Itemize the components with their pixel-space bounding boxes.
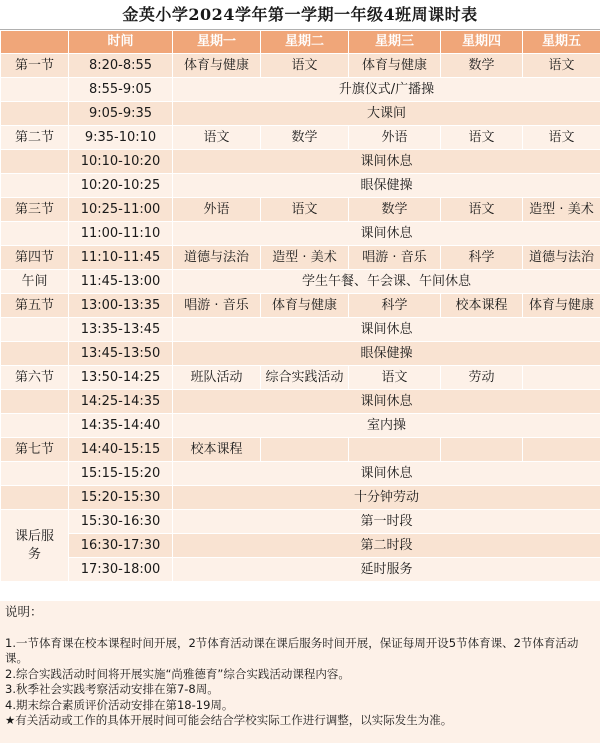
time-cell: 9:05-9:35 [69,102,173,126]
section-cell [1,390,69,414]
activity-cell: 课间休息 [173,150,600,174]
lesson-cell: 道德与法治 [523,246,600,270]
section-cell [1,222,69,246]
lesson-cell: 外语 [349,126,441,150]
lesson-cell: 造型 · 美术 [261,246,349,270]
lesson-cell: 校本课程 [173,438,261,462]
note-item: 3.秋季社会实践考察活动安排在第7-8周。 [5,682,219,696]
section-cell [1,318,69,342]
header-cell: 星期四 [441,31,523,54]
section-cell: 课后服务 [1,510,69,582]
table-row [1,414,600,438]
activity-cell: 课间休息 [173,222,600,246]
lesson-cell: 体育与健康 [173,54,261,78]
lesson-cell: 科学 [441,246,523,270]
time-cell: 14:40-15:15 [69,438,173,462]
section-cell [1,462,69,486]
note-item: 1.一节体育课在校本课程时间开展，2节体育活动课在课后服务时间开展，保证每周开设5节体育课、2节体育活动课。 [5,635,579,665]
section-cell: 第一节 [1,54,69,78]
section-cell: 第三节 [1,198,69,222]
activity-cell: 大课间 [173,102,600,126]
lesson-cell: 体育与健康 [261,294,349,318]
time-cell: 13:50-14:25 [69,366,173,390]
lesson-cell: 数学 [349,198,441,222]
lesson-cell: 体育与健康 [523,294,600,318]
lesson-cell: 班队活动 [173,366,261,390]
notes-panel [0,601,600,743]
activity-cell: 眼保健操 [173,174,600,198]
section-cell [1,78,69,102]
time-cell: 15:15-15:20 [69,462,173,486]
lesson-cell: 语文 [173,126,261,150]
lesson-cell: 劳动 [441,366,523,390]
section-cell: 第七节 [1,438,69,462]
lesson-cell: 唱游 · 音乐 [173,294,261,318]
table-row [1,246,600,270]
lesson-cell: 语文 [523,54,600,78]
time-cell: 11:45-13:00 [69,270,173,294]
table-row [1,390,600,414]
activity-cell: 课间休息 [173,390,600,414]
table-row [1,222,600,246]
time-cell: 17:30-18:00 [69,558,173,582]
lesson-cell [523,438,600,462]
lesson-cell: 语文 [441,198,523,222]
section-cell: 第四节 [1,246,69,270]
lesson-cell: 科学 [349,294,441,318]
note-item: 2.综合实践活动时间将开展实施“尚雅德育”综合实践活动课程内容。 [5,666,350,681]
lesson-cell: 数学 [261,126,349,150]
activity-cell: 第二时段 [173,534,600,558]
table-row [1,270,600,294]
activity-cell: 眼保健操 [173,342,600,366]
lesson-cell: 造型 · 美术 [523,198,600,222]
lesson-cell: 体育与健康 [349,54,441,78]
time-cell: 13:00-13:35 [69,294,173,318]
section-cell [1,486,69,510]
lesson-cell: 语文 [261,54,349,78]
table-row [1,462,600,486]
lesson-cell: 语文 [349,366,441,390]
lesson-cell: 校本课程 [441,294,523,318]
time-cell: 14:25-14:35 [69,390,173,414]
time-cell: 13:35-13:45 [69,318,173,342]
table-row [1,174,600,198]
table-row [1,342,600,366]
page-title: 金英小学2024学年第一学期一年级4班周课时表 [0,0,600,30]
lesson-cell: 语文 [261,198,349,222]
time-cell: 10:20-10:25 [69,174,173,198]
lesson-cell: 道德与法治 [173,246,261,270]
section-cell: 第五节 [1,294,69,318]
time-cell: 8:55-9:05 [69,78,173,102]
activity-cell: 课间休息 [173,462,600,486]
header-row [1,31,600,54]
notes-heading: 说明： [5,604,43,619]
time-cell: 13:45-13:50 [69,342,173,366]
section-cell: 午间 [1,270,69,294]
time-cell: 8:20-8:55 [69,54,173,78]
time-cell: 9:35-10:10 [69,126,173,150]
time-cell: 10:25-11:00 [69,198,173,222]
section-cell: 第六节 [1,366,69,390]
time-cell: 10:10-10:20 [69,150,173,174]
activity-cell: 课间休息 [173,318,600,342]
lesson-cell: 语文 [441,126,523,150]
section-cell [1,414,69,438]
table-row [1,366,600,390]
time-cell: 15:30-16:30 [69,510,173,534]
lesson-cell: 外语 [173,198,261,222]
lesson-cell: 语文 [523,126,600,150]
section-cell [1,102,69,126]
lesson-cell [523,366,600,390]
header-cell: 星期二 [261,31,349,54]
activity-cell: 升旗仪式/广播操 [173,78,600,102]
activity-cell: 室内操 [173,414,600,438]
header-cell: 星期三 [349,31,441,54]
table-row [1,510,600,534]
table-row [1,54,600,78]
table-row [1,294,600,318]
table-row [1,558,600,582]
header-cell: 星期一 [173,31,261,54]
table-row [1,150,600,174]
section-cell [1,150,69,174]
header-cell: 时间 [69,31,173,54]
activity-cell: 十分钟劳动 [173,486,600,510]
lesson-cell [349,438,441,462]
lesson-cell: 唱游 · 音乐 [349,246,441,270]
section-cell: 第二节 [1,126,69,150]
timetable [0,30,600,582]
time-cell: 11:00-11:10 [69,222,173,246]
time-cell: 16:30-17:30 [69,534,173,558]
table-row [1,198,600,222]
table-row [1,438,600,462]
activity-cell: 延时服务 [173,558,600,582]
lesson-cell [261,438,349,462]
activity-cell: 第一时段 [173,510,600,534]
lesson-cell [441,438,523,462]
time-cell: 14:35-14:40 [69,414,173,438]
section-cell [1,342,69,366]
time-cell: 15:20-15:30 [69,486,173,510]
header-cell: 星期五 [523,31,600,54]
header-cell [1,31,69,54]
time-cell: 11:10-11:45 [69,246,173,270]
section-cell [1,174,69,198]
table-row [1,318,600,342]
table-row [1,102,600,126]
activity-cell: 学生午餐、午会课、午间休息 [173,270,600,294]
note-item: ★有关活动或工作的具体开展时间可能会结合学校实际工作进行调整，以实际发生为准。 [5,713,453,727]
table-row [1,534,600,558]
table-row [1,126,600,150]
note-item: 4.期末综合素质评价活动安排在第18-19周。 [5,697,234,712]
table-row [1,78,600,102]
lesson-cell: 综合实践活动 [261,366,349,390]
table-row [1,486,600,510]
lesson-cell: 数学 [441,54,523,78]
